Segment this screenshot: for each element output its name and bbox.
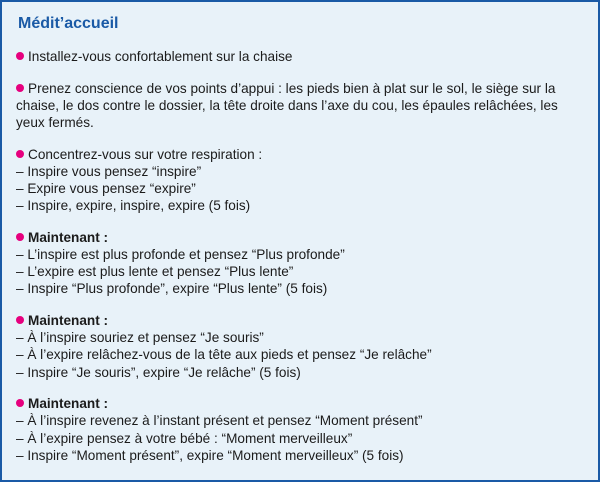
instruction-line: – À l’inspire souriez et pensez “Je souris” [16,330,264,346]
bullet-dot-icon [16,399,24,407]
section-5 [16,312,584,381]
bullet-dot-icon [16,150,24,158]
instruction-line: – À l’inspire revenez à l’instant présent et pensez “Moment présent” [16,413,423,429]
bullet-dot-icon [16,84,24,92]
section-heading: Prenez conscience de vos points d’appui : les pieds bien à plat sur le sol, le siège sur la chaise, le dos contre le dossier, la tête droite dans l’axe du cou, les épaules relâchées, les yeux fermés. [16,80,558,130]
instruction-line: – Inspire “Moment présent”, expire “Moment merveilleux” (5 fois) [16,447,404,463]
section-heading: Installez-vous confortablement sur la chaise [28,49,293,64]
bullet-dot-icon [16,316,24,324]
bullet-item [16,48,584,65]
instruction-line: – Inspire vous pensez “inspire” [16,163,202,179]
section-2 [16,80,584,132]
section-heading: Concentrez-vous sur votre respiration : [28,146,263,162]
instruction-line: – Inspire, expire, inspire, expire (5 fois) [16,198,251,214]
bullet-item [16,395,584,412]
section-1 [16,48,584,65]
bullet-item [16,312,584,329]
instruction-line: – L’inspire est plus profonde et pensez “Plus profonde” [16,247,345,262]
section-heading: Maintenant : [28,313,109,328]
bullet-dot-icon [16,233,24,241]
instruction-line: – Expire vous pensez “expire” [16,181,196,196]
instruction-line: – À l’expire relâchez-vous de la tête aux pieds et pensez “Je relâche” [16,347,432,363]
section-heading: Maintenant : [28,396,109,412]
section-6 [16,395,584,464]
bullet-dot-icon [16,52,24,60]
section-4 [16,229,584,298]
instruction-line: – À l’expire pensez à votre bébé : “Moment merveilleux” [16,430,353,446]
section-3 [16,146,584,215]
instruction-line: – Inspire “Je souris”, expire “Je relâche” (5 fois) [16,364,301,380]
bullet-item [16,229,584,246]
box-title: Médit’accueil [18,15,119,32]
instruction-line: – Inspire “Plus profonde”, expire “Plus lente” (5 fois) [16,281,328,297]
bullet-item [16,146,584,163]
instruction-line: – L’expire est plus lente et pensez “Plus lente” [16,264,294,280]
bullet-item [16,80,584,132]
section-heading: Maintenant : [28,229,109,245]
